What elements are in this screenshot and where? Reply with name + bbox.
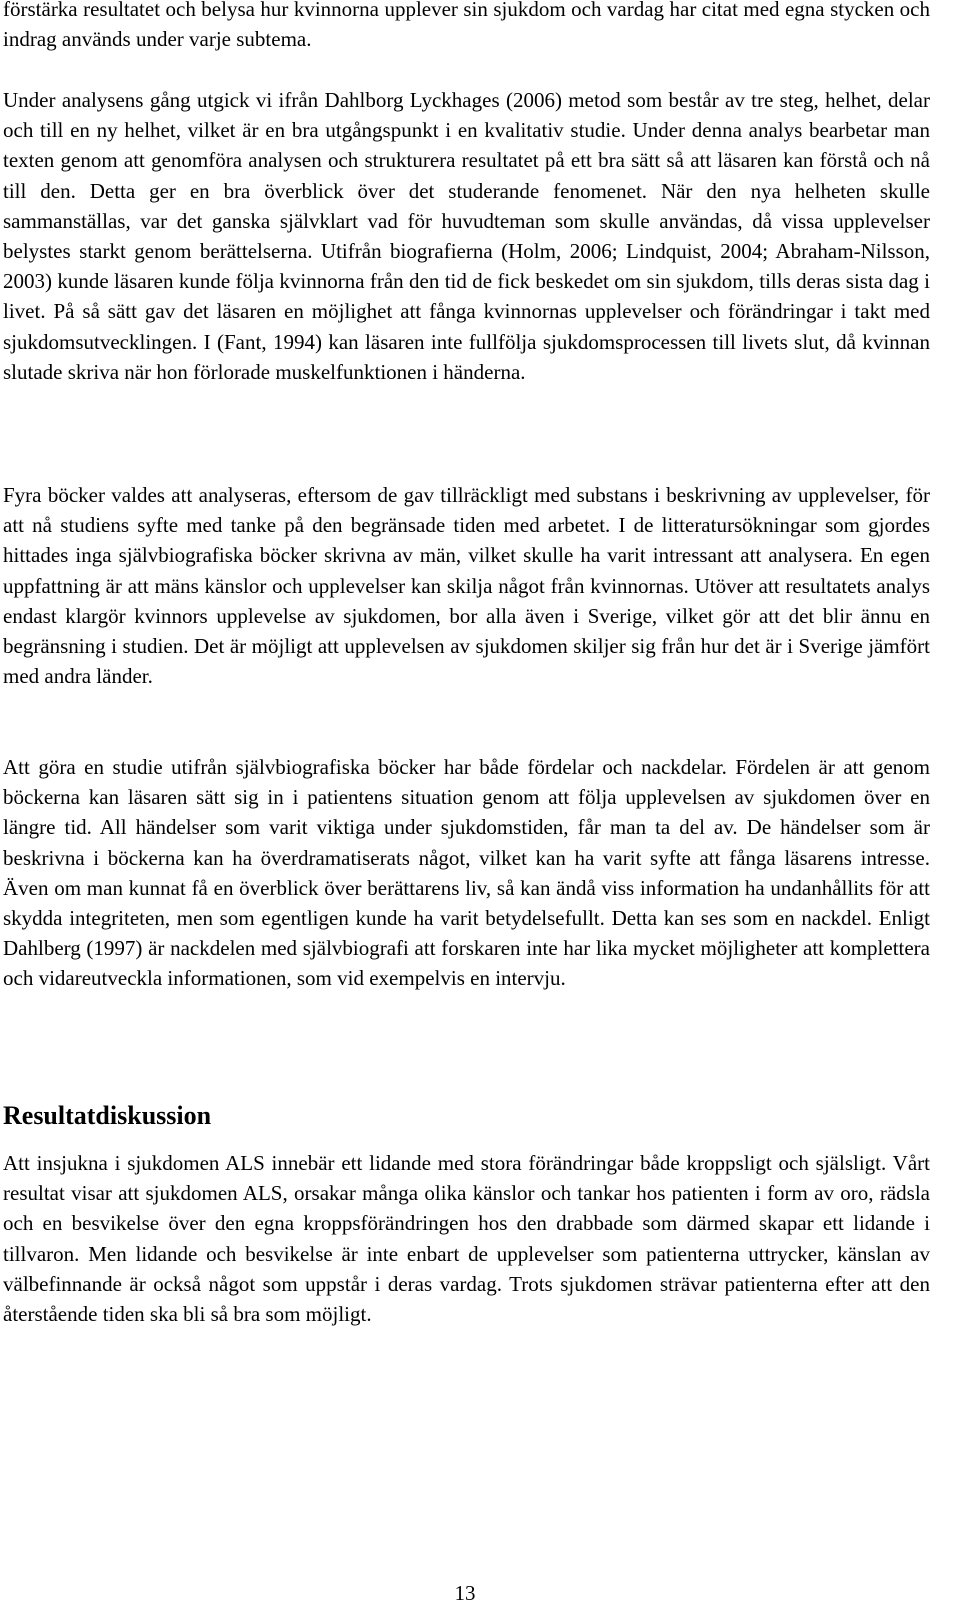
- paragraph-advantages-disadvantages: Att göra en studie utifrån självbiografiska böcker har både fördelar och nackdelar. Fördelen är att genom böckerna kan läsaren sätt sig in i patientens situation genom att följa upplevelsen av sjukdomen över en längre tid. All händelser som varit viktiga under sjukdomstiden, får man ta del av. De händelser som är beskrivna i böckerna kan ha överdramatiserats något, vilket kan ha varit syfte att fånga läsarens intresse. Även om man kunnat få en överblick över berättarens liv, så kan ändå viss information ha undanhållits för att skydda integriteten, men som egentligen kunde ha varit betydelsefullt. Detta kan ses som en nackdel. Enligt Dahlberg (1997) är nackdelen med självbiografi att forskaren inte har lika mycket möjligheter att komplettera och vidareutveckla informationen, som vid exempelvis en intervju.: [3, 755, 930, 991]
- section-heading-resultatdiskussion: Resultatdiskussion: [3, 1101, 212, 1130]
- paragraph-intro-continuation: förstärka resultatet och belysa hur kvinnorna upplever sin sjukdom och vardag har citat med egna stycken och indrag används under varje subtema.: [3, 0, 930, 52]
- page-number: 13: [454, 1581, 476, 1605]
- paragraph-book-selection: Fyra böcker valdes att analyseras, eftersom de gav tillräckligt med substans i beskrivning av upplevelser, för att nå studiens syfte med tanke på den begränsade tiden med arbetet. I de litteratursökningar som gjordes hittades inga självbiografiska böcker skrivna av män, vilket skulle ha varit intressant att analysera. En egen uppfattning är att mäns känslor och upplevelser kan skilja något från kvinnornas. Utöver att resultatets analys endast klargör kvinnors upplevelse av sjukdomen, bor alla även i Sverige, vilket gör att det blir ännu en begränsning i studien. Det är möjligt att upplevelsen av sjukdomen skiljer sig från hur det är i Sverige jämfört med andra länder.: [3, 483, 930, 689]
- paragraph-analysis-method: Under analysens gång utgick vi ifrån Dahlborg Lyckhages (2006) metod som består av tre steg, helhet, delar och till en ny helhet, vilket är en bra utgångspunkt i en kvalitativ studie. Under denna analys bearbetar man texten genom att genomföra analysen och strukturera resultatet på ett bra sätt så att läsaren kan förstå och nå till den. Detta ger en bra överblick över det studerande fenomenet. När den nya helheten skulle sammanställas, var det ganska självklart vad för huvudteman som skulle användas, då vissa upplevelser belystes starkt genom berättelserna. Utifrån biografierna (Holm, 2006; Lindquist, 2004; Abraham-Nilsson, 2003) kunde läsaren kunde följa kvinnorna från den tid de fick beskedet om sin sjukdom, tills deras sista dag i livet. På så sätt gav det läsaren en möjlighet att fånga kvinnornas upplevelser och förändringar i takt med sjukdomsutvecklingen. I (Fant, 1994) kan läsaren inte fullfölja sjukdomsprocessen till livets slut, då kvinnan slutade skriva när hon förlorade muskelfunktionen i händerna.: [3, 88, 930, 384]
- paragraph-result-discussion: Att insjukna i sjukdomen ALS innebär ett lidande med stora förändringar både kroppsligt och själsligt. Vårt resultat visar att sjukdomen ALS, orsakar många olika känslor och tankar hos patienten i form av oro, rädsla och en besvikelse över den egna kroppsförändringen hos den drabbade som därmed skapar ett lidande i tillvaron. Men lidande och besvikelse är inte enbart de upplevelser som patienterna uttrycker, känslan av välbefinnande är också något som uppstår i deras vardag. Trots sjukdomen strävar patienterna efter att den återstående tiden ska bli så bra som möjligt.: [3, 1151, 930, 1327]
